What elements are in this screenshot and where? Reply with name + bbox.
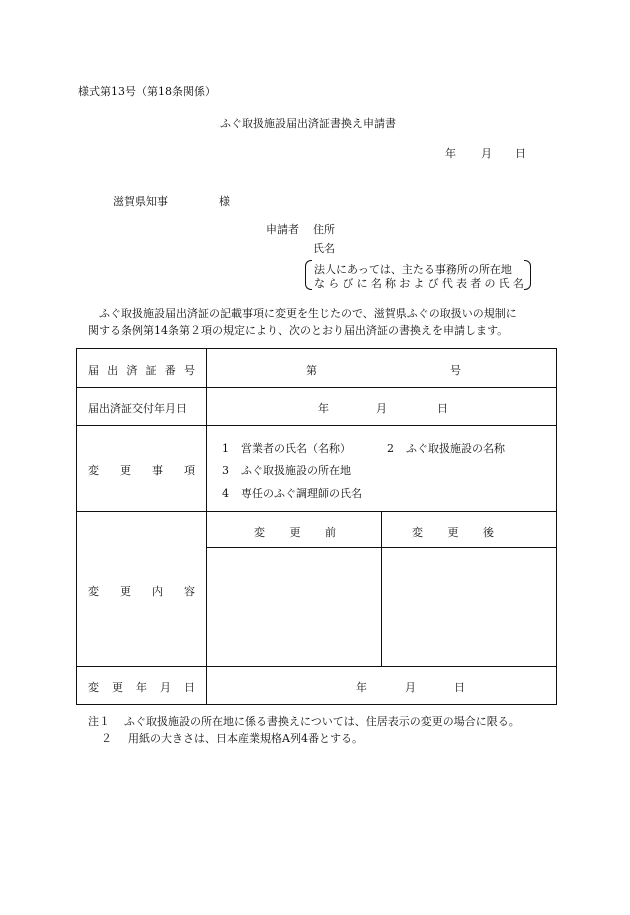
right-bracket	[524, 260, 531, 290]
table-subheader-divider	[207, 547, 557, 548]
change-item: 3 ふぐ取扱施設の所在地	[222, 464, 351, 477]
table-border-bottom	[76, 704, 557, 705]
body-text-line2: 関する条例第14条第２項の規定により、次のとおり届出済証の書換えを申請します。	[88, 324, 509, 337]
row-change-items-label: 変 更 事 項	[88, 464, 195, 477]
left-bracket	[305, 260, 312, 290]
date-day: 日	[515, 147, 526, 160]
certificate-number-suffix: 号	[450, 364, 461, 377]
row-certificate-number-label: 届 出 済 証 番 号	[88, 364, 195, 377]
row-issue-date-label: 届出済証交付年月日	[88, 402, 187, 415]
before-change-header: 変 更 前	[254, 526, 336, 539]
note-item: 注１ ふぐ取扱施設の所在地に係る書換えについては、住居表示の変更の場合に限る。	[88, 715, 520, 728]
change-item: 4 専任のふぐ調理師の氏名	[222, 487, 362, 500]
change-item: 1 営業者の氏名（名称）	[222, 442, 351, 455]
table-row-divider	[76, 387, 557, 388]
row-change-content-label: 変 更 内 容	[88, 585, 195, 598]
body-text-line1: ふぐ取扱施設届出済証の記載事項に変更を生じたので、滋賀県ふぐの取扱いの規制に	[99, 307, 517, 320]
date-month: 月	[481, 147, 492, 160]
corporate-note	[305, 259, 531, 289]
after-change-header: 変 更 後	[412, 526, 494, 539]
addressee-honorific: 様	[219, 195, 230, 208]
corporate-note-line2: な ら び に 名 称 お よ び 代 表 者 の 氏 名	[314, 277, 524, 290]
table-column-divider	[206, 348, 207, 704]
corporate-note-line1: 法人にあっては、主たる事務所の所在地	[314, 263, 512, 276]
applicant-label: 申請者	[266, 223, 299, 236]
applicant-name-label: 氏名	[313, 242, 335, 255]
note-item: ２ 用紙の大きさは、日本産業規格A列4番とする。	[101, 732, 363, 745]
issue-date-day: 日	[437, 402, 448, 415]
change-date-day: 日	[454, 681, 465, 694]
table-row-divider	[76, 425, 557, 426]
issue-date-month: 月	[376, 402, 387, 415]
form-number: 様式第13号（第18条関係）	[78, 85, 216, 98]
table-row-divider	[76, 666, 557, 667]
table-before-after-divider	[381, 511, 382, 666]
certificate-number-prefix: 第	[306, 364, 317, 377]
table-border-top	[76, 348, 557, 349]
change-item: 2 ふぐ取扱施設の名称	[387, 442, 505, 455]
change-date-year: 年	[356, 681, 367, 694]
table-border-right	[556, 348, 557, 704]
table-border-left	[76, 348, 77, 704]
date-year: 年	[445, 147, 456, 160]
addressee-name: 滋賀県知事	[113, 195, 168, 208]
applicant-address-label: 住所	[313, 223, 335, 236]
page-title: ふぐ取扱施設届出済証書換え申請書	[220, 117, 396, 130]
row-change-date-label: 変 更 年 月 日	[88, 681, 195, 694]
change-date-month: 月	[405, 681, 416, 694]
table-row-divider	[76, 511, 557, 512]
issue-date-year: 年	[318, 402, 329, 415]
